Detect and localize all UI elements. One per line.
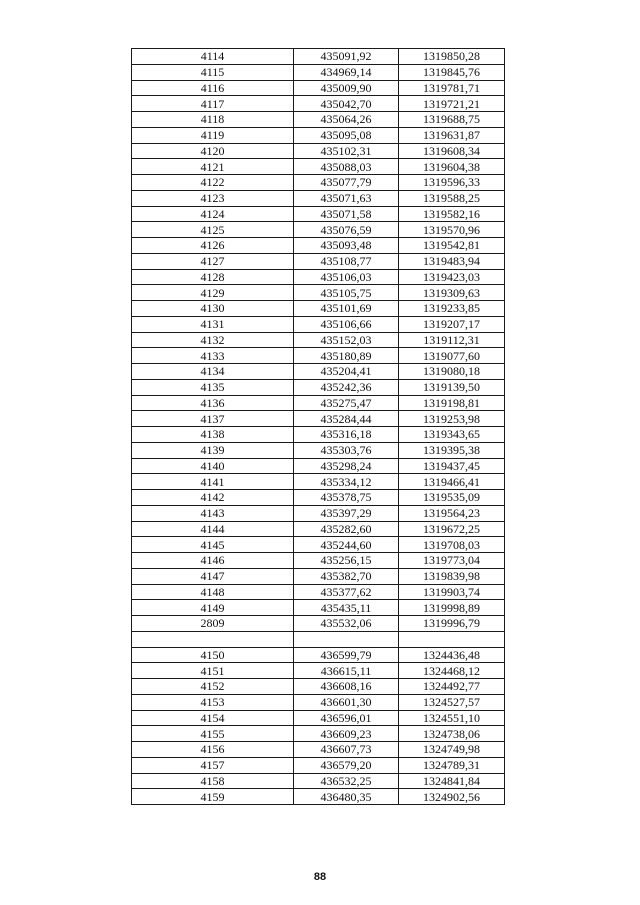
table-row (132, 663, 505, 679)
table-row (132, 222, 505, 238)
page-number: 88 (313, 871, 327, 883)
x-coordinate-cell: 436480,35 (294, 789, 399, 805)
point-number-cell: 4140 (132, 458, 294, 474)
table-row (132, 253, 505, 269)
point-number-cell: 4121 (132, 159, 294, 175)
y-coordinate-cell: 1319672,25 (399, 521, 505, 537)
point-number-cell: 4114 (132, 49, 294, 65)
y-coordinate-cell: 1319080,18 (399, 364, 505, 380)
table-row (132, 379, 505, 395)
x-coordinate-cell: 435093,48 (294, 238, 399, 254)
point-number-cell: 4155 (132, 726, 294, 742)
point-number-cell: 4119 (132, 127, 294, 143)
x-coordinate-cell: 435152,03 (294, 332, 399, 348)
y-coordinate-cell: 1319253,98 (399, 411, 505, 427)
point-number-cell: 4156 (132, 742, 294, 758)
y-coordinate-cell: 1319773,04 (399, 553, 505, 569)
x-coordinate-cell: 435244,60 (294, 537, 399, 553)
table-row (132, 568, 505, 584)
table-row (132, 521, 505, 537)
point-number-cell: 4115 (132, 64, 294, 80)
x-coordinate-cell: 435334,12 (294, 474, 399, 490)
table-row (132, 442, 505, 458)
y-coordinate-cell: 1319564,23 (399, 505, 505, 521)
point-number-cell: 4123 (132, 190, 294, 206)
coordinates-table-body (132, 49, 505, 805)
point-number-cell: 4116 (132, 80, 294, 96)
point-number-cell: 4127 (132, 253, 294, 269)
y-coordinate-cell: 1319542,81 (399, 238, 505, 254)
x-coordinate-cell: 435316,18 (294, 427, 399, 443)
x-coordinate-cell: 435071,58 (294, 206, 399, 222)
table-row (132, 616, 505, 632)
point-number-cell: 4152 (132, 679, 294, 695)
table-row (132, 490, 505, 506)
x-coordinate-cell: 435284,44 (294, 411, 399, 427)
table-row (132, 80, 505, 96)
x-coordinate-cell: 436596,01 (294, 710, 399, 726)
y-coordinate-cell: 1319604,38 (399, 159, 505, 175)
table-row (132, 773, 505, 789)
table-row (132, 411, 505, 427)
x-coordinate-cell: 435377,62 (294, 584, 399, 600)
y-coordinate-cell: 1319207,17 (399, 316, 505, 332)
y-coordinate-cell: 1319839,98 (399, 568, 505, 584)
x-coordinate-cell: 436608,16 (294, 679, 399, 695)
point-number-cell (132, 631, 294, 647)
table-row (132, 190, 505, 206)
x-coordinate-cell: 435180,89 (294, 348, 399, 364)
x-coordinate-cell: 435042,70 (294, 96, 399, 112)
point-number-cell: 4137 (132, 411, 294, 427)
table-row (132, 726, 505, 742)
y-coordinate-cell: 1324749,98 (399, 742, 505, 758)
table-row (132, 553, 505, 569)
y-coordinate-cell: 1319996,79 (399, 616, 505, 632)
point-number-cell: 4134 (132, 364, 294, 380)
point-number-cell: 4139 (132, 442, 294, 458)
y-coordinate-cell: 1319596,33 (399, 175, 505, 191)
x-coordinate-cell: 435435,11 (294, 600, 399, 616)
x-coordinate-cell: 436609,23 (294, 726, 399, 742)
y-coordinate-cell: 1319198,81 (399, 395, 505, 411)
point-number-cell: 4146 (132, 553, 294, 569)
table-row (132, 474, 505, 490)
y-coordinate-cell: 1319309,63 (399, 285, 505, 301)
table-row (132, 458, 505, 474)
table-row (132, 505, 505, 521)
y-coordinate-cell: 1319708,03 (399, 537, 505, 553)
y-coordinate-cell: 1324738,06 (399, 726, 505, 742)
table-row (132, 206, 505, 222)
table-row (132, 285, 505, 301)
y-coordinate-cell: 1324902,56 (399, 789, 505, 805)
x-coordinate-cell: 436615,11 (294, 663, 399, 679)
table-row (132, 269, 505, 285)
point-number-cell: 4143 (132, 505, 294, 521)
x-coordinate-cell: 435106,66 (294, 316, 399, 332)
table-row (132, 694, 505, 710)
x-coordinate-cell: 435532,06 (294, 616, 399, 632)
point-number-cell: 4154 (132, 710, 294, 726)
table-row (132, 332, 505, 348)
x-coordinate-cell: 436579,20 (294, 757, 399, 773)
point-number-cell: 4148 (132, 584, 294, 600)
table-row (132, 789, 505, 805)
y-coordinate-cell: 1319139,50 (399, 379, 505, 395)
table-row (132, 757, 505, 773)
x-coordinate-cell: 435282,60 (294, 521, 399, 537)
point-number-cell: 4125 (132, 222, 294, 238)
x-coordinate-cell: 435303,76 (294, 442, 399, 458)
table-row (132, 537, 505, 553)
table-row (132, 301, 505, 317)
y-coordinate-cell: 1319631,87 (399, 127, 505, 143)
x-coordinate-cell: 435101,69 (294, 301, 399, 317)
point-number-cell: 4118 (132, 112, 294, 128)
y-coordinate-cell: 1319721,21 (399, 96, 505, 112)
point-number-cell: 4136 (132, 395, 294, 411)
y-coordinate-cell: 1324468,12 (399, 663, 505, 679)
point-number-cell: 4145 (132, 537, 294, 553)
x-coordinate-cell: 435256,15 (294, 553, 399, 569)
y-coordinate-cell: 1319582,16 (399, 206, 505, 222)
table-row (132, 127, 505, 143)
point-number-cell: 4120 (132, 143, 294, 159)
point-number-cell: 4117 (132, 96, 294, 112)
x-coordinate-cell: 436532,25 (294, 773, 399, 789)
y-coordinate-cell: 1319395,38 (399, 442, 505, 458)
point-number-cell: 4142 (132, 490, 294, 506)
point-number-cell: 4158 (132, 773, 294, 789)
table-row (132, 316, 505, 332)
table-row (132, 64, 505, 80)
table-row (132, 679, 505, 695)
y-coordinate-cell: 1319423,03 (399, 269, 505, 285)
y-coordinate-cell: 1324551,10 (399, 710, 505, 726)
table-row (132, 238, 505, 254)
point-number-cell: 4122 (132, 175, 294, 191)
table-row (132, 364, 505, 380)
x-coordinate-cell (294, 631, 399, 647)
x-coordinate-cell: 435091,92 (294, 49, 399, 65)
y-coordinate-cell: 1319483,94 (399, 253, 505, 269)
point-number-cell: 4130 (132, 301, 294, 317)
x-coordinate-cell: 435071,63 (294, 190, 399, 206)
point-number-cell: 4159 (132, 789, 294, 805)
y-coordinate-cell: 1319077,60 (399, 348, 505, 364)
table-row (132, 175, 505, 191)
x-coordinate-cell: 435106,03 (294, 269, 399, 285)
point-number-cell: 4141 (132, 474, 294, 490)
point-number-cell: 4149 (132, 600, 294, 616)
point-number-cell: 4124 (132, 206, 294, 222)
table-row (132, 584, 505, 600)
y-coordinate-cell: 1319781,71 (399, 80, 505, 96)
point-number-cell: 4151 (132, 663, 294, 679)
y-coordinate-cell: 1319570,96 (399, 222, 505, 238)
point-number-cell: 2809 (132, 616, 294, 632)
x-coordinate-cell: 435077,79 (294, 175, 399, 191)
table-row (132, 49, 505, 65)
table-row (132, 143, 505, 159)
y-coordinate-cell: 1319608,34 (399, 143, 505, 159)
x-coordinate-cell: 435095,08 (294, 127, 399, 143)
point-number-cell: 4150 (132, 647, 294, 663)
y-coordinate-cell: 1319845,76 (399, 64, 505, 80)
point-number-cell: 4133 (132, 348, 294, 364)
x-coordinate-cell: 435204,41 (294, 364, 399, 380)
point-number-cell: 4135 (132, 379, 294, 395)
x-coordinate-cell: 435088,03 (294, 159, 399, 175)
table-row (132, 427, 505, 443)
y-coordinate-cell: 1324841,84 (399, 773, 505, 789)
point-number-cell: 4138 (132, 427, 294, 443)
x-coordinate-cell: 435102,31 (294, 143, 399, 159)
y-coordinate-cell: 1319343,65 (399, 427, 505, 443)
x-coordinate-cell: 435064,26 (294, 112, 399, 128)
y-coordinate-cell: 1324492,77 (399, 679, 505, 695)
table-row (132, 742, 505, 758)
table-row (132, 600, 505, 616)
x-coordinate-cell: 435009,90 (294, 80, 399, 96)
y-coordinate-cell: 1324789,31 (399, 757, 505, 773)
point-number-cell: 4144 (132, 521, 294, 537)
x-coordinate-cell: 436607,73 (294, 742, 399, 758)
table-row (132, 159, 505, 175)
coordinates-table (131, 48, 505, 805)
x-coordinate-cell: 435298,24 (294, 458, 399, 474)
point-number-cell: 4131 (132, 316, 294, 332)
x-coordinate-cell: 435397,29 (294, 505, 399, 521)
x-coordinate-cell: 436599,79 (294, 647, 399, 663)
x-coordinate-cell: 435108,77 (294, 253, 399, 269)
x-coordinate-cell: 435105,75 (294, 285, 399, 301)
y-coordinate-cell: 1319535,09 (399, 490, 505, 506)
x-coordinate-cell: 435076,59 (294, 222, 399, 238)
y-coordinate-cell: 1324527,57 (399, 694, 505, 710)
y-coordinate-cell: 1319588,25 (399, 190, 505, 206)
table-row (132, 112, 505, 128)
y-coordinate-cell: 1319233,85 (399, 301, 505, 317)
point-number-cell: 4128 (132, 269, 294, 285)
y-coordinate-cell: 1319112,31 (399, 332, 505, 348)
x-coordinate-cell: 435382,70 (294, 568, 399, 584)
x-coordinate-cell: 435378,75 (294, 490, 399, 506)
x-coordinate-cell: 434969,14 (294, 64, 399, 80)
table-row (132, 710, 505, 726)
table-row (132, 348, 505, 364)
point-number-cell: 4147 (132, 568, 294, 584)
y-coordinate-cell: 1319437,45 (399, 458, 505, 474)
table-row (132, 631, 505, 647)
table-row (132, 395, 505, 411)
table-row (132, 647, 505, 663)
point-number-cell: 4129 (132, 285, 294, 301)
y-coordinate-cell: 1319903,74 (399, 584, 505, 600)
x-coordinate-cell: 435275,47 (294, 395, 399, 411)
point-number-cell: 4153 (132, 694, 294, 710)
x-coordinate-cell: 435242,36 (294, 379, 399, 395)
y-coordinate-cell: 1319998,89 (399, 600, 505, 616)
x-coordinate-cell: 436601,30 (294, 694, 399, 710)
point-number-cell: 4126 (132, 238, 294, 254)
y-coordinate-cell: 1319688,75 (399, 112, 505, 128)
y-coordinate-cell (399, 631, 505, 647)
table-row (132, 96, 505, 112)
point-number-cell: 4132 (132, 332, 294, 348)
y-coordinate-cell: 1319850,28 (399, 49, 505, 65)
point-number-cell: 4157 (132, 757, 294, 773)
y-coordinate-cell: 1324436,48 (399, 647, 505, 663)
y-coordinate-cell: 1319466,41 (399, 474, 505, 490)
